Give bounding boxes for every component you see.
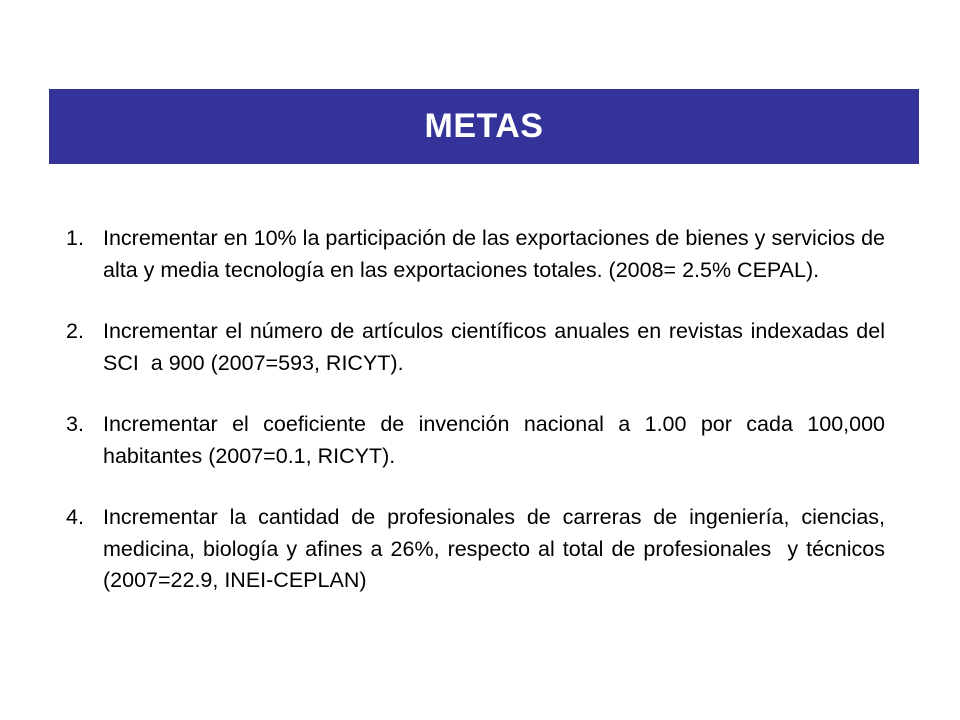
goal-number: 4.: [66, 505, 84, 529]
slide-title: METAS: [424, 107, 544, 145]
title-bar: [49, 89, 919, 164]
goal-text: Incrementar el coeficiente de invención nacional a 1.00 por cada 100,000 habitantes (2007=0.1, RICYT).: [103, 412, 891, 468]
goal-item-1: [66, 223, 891, 286]
goal-number: 1.: [66, 226, 84, 250]
goal-text: Incrementar el número de artículos científicos anuales en revistas indexadas del SCI a 900 (2007=593, RICYT).: [103, 319, 891, 375]
goal-item-3: [66, 409, 891, 472]
goal-text: Incrementar la cantidad de profesionales de carreras de ingeniería, ciencias, medicina, biología y afines a 26%, respecto al total de profesionales y técnicos (2007=22.9, INEI-CEPLAN): [103, 505, 891, 592]
goal-number: 3.: [66, 412, 84, 436]
goal-number: 2.: [66, 319, 84, 343]
goal-text: Incrementar en 10% la participación de las exportaciones de bienes y servicios de alta y media tecnología en las exportaciones totales. (2008= 2.5% CEPAL).: [103, 226, 891, 282]
goals-list: [66, 223, 891, 627]
goal-item-2: [66, 316, 891, 379]
goal-item-4: [66, 502, 891, 597]
